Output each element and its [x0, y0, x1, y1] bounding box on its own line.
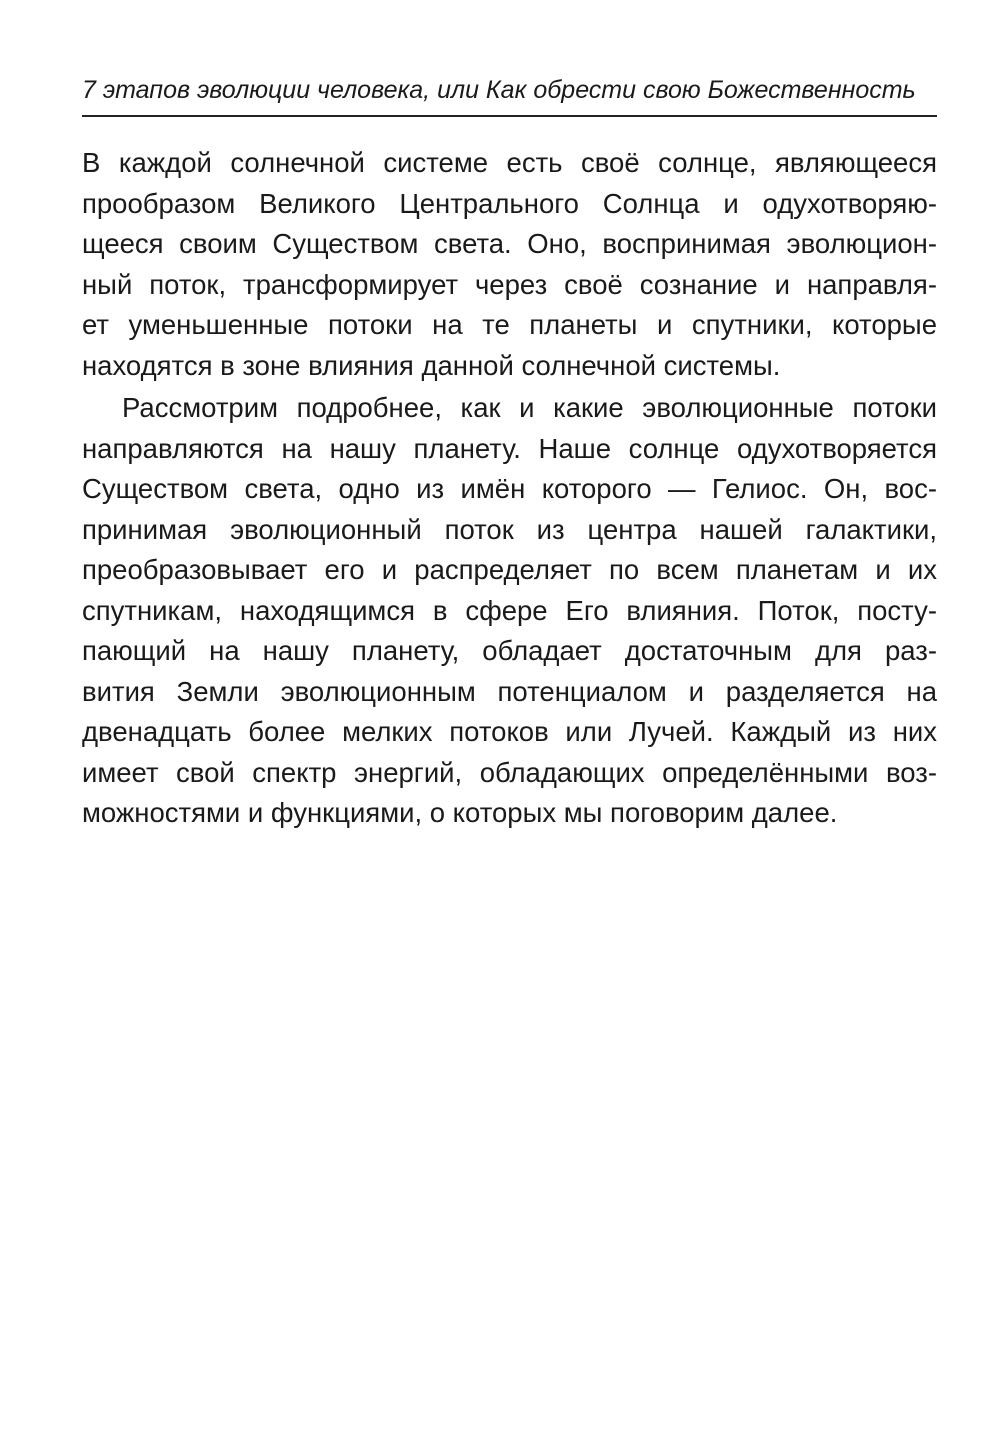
text-line: спутникам, находящимся в сфере Его влияния. Поток, посту-	[82, 594, 937, 626]
text-line: В каждой солнечной системе есть своё солнце, являющееся	[82, 147, 937, 178]
text-line: Рассмотрим подробнее, как и какие эволюционные потоки	[122, 392, 937, 423]
body-text	[82, 143, 937, 834]
text-line: ный поток, трансформирует через своё сознание и направля-	[82, 268, 937, 300]
text-line: вития Земли эволюционным потенциалом и разделяется на	[82, 675, 937, 707]
text-line: прообразом Великого Центрального Солнца и одухотворяю-	[82, 187, 937, 219]
text-line: Существом света, одно из имён которого — Гелиос. Он, вос-	[82, 473, 937, 504]
text-line: ет уменьшенные потоки на те планеты и спутники, которые	[82, 309, 937, 340]
header-rule	[82, 115, 937, 117]
paragraph-1	[82, 143, 937, 386]
text-line: имеет свой спектр энергий, обладающих определёнными воз-	[82, 756, 937, 788]
paragraph-2	[82, 388, 937, 834]
text-line: двенадцать более мелких потоков или Лучей. Каждый из них	[82, 716, 937, 747]
text-line: преобразовывает его и распределяет по всем планетам и их	[82, 554, 937, 585]
text-line: можностями и функциями, о которых мы поговорим далее.	[82, 797, 838, 828]
running-header: 7 этапов эволюции человека, или Как обрести свою Божественность	[82, 76, 916, 104]
text-line: пающий на нашу планету, обладает достаточным для раз-	[82, 635, 937, 666]
text-line: направляются на нашу планету. Наше солнце одухотворяется	[82, 432, 937, 464]
text-line: щееся своим Существом света. Оно, воспринимая эволюцион-	[82, 228, 937, 259]
text-line: находятся в зоне влияния данной солнечной системы.	[82, 349, 781, 381]
text-line: принимая эволюционный поток из центра нашей галактики,	[82, 513, 937, 545]
